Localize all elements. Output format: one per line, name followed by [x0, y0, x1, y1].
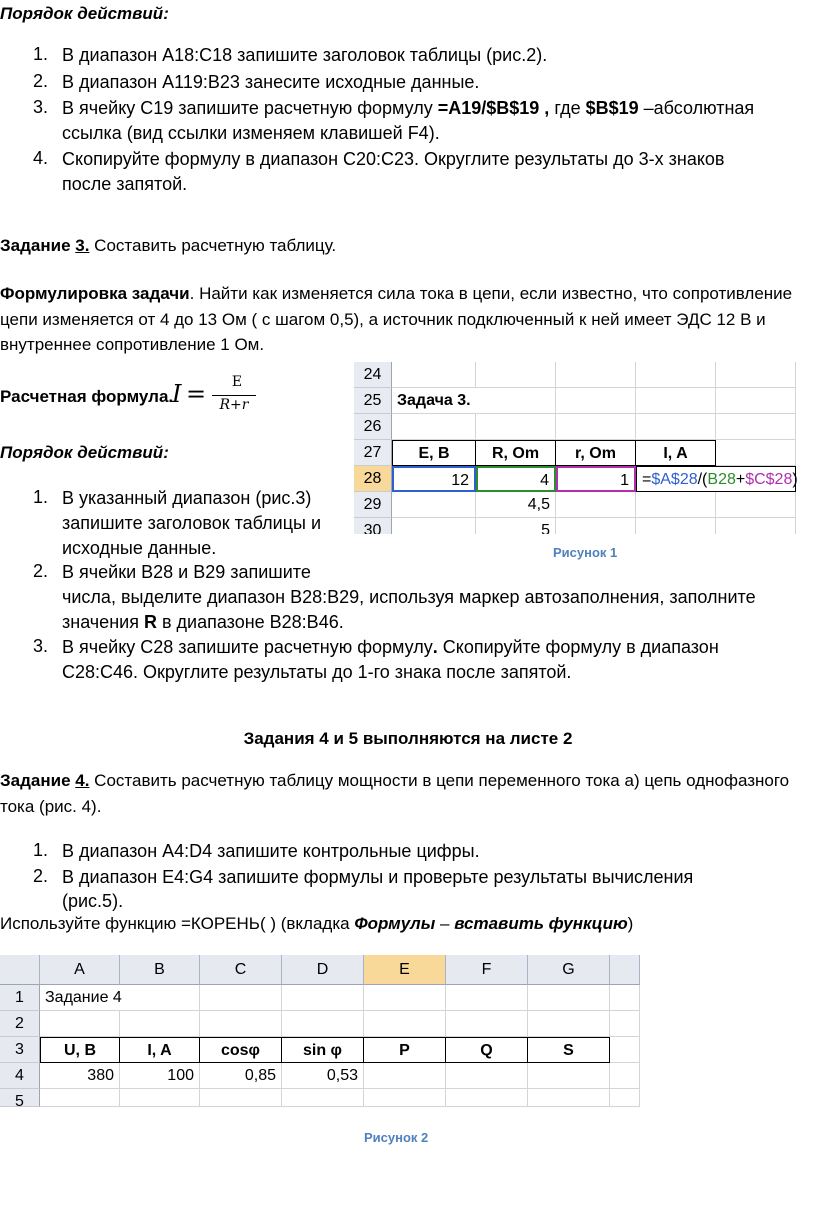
cell[interactable] — [120, 985, 200, 1011]
cell[interactable] — [716, 388, 796, 414]
cell-a28[interactable]: 12 — [392, 466, 476, 492]
cell[interactable] — [120, 1011, 200, 1037]
cell[interactable] — [392, 492, 476, 518]
cell[interactable] — [282, 1089, 364, 1107]
value-cell[interactable]: 100 — [120, 1063, 200, 1089]
absolute-ref: $B$19 — [585, 98, 639, 118]
cell[interactable] — [446, 985, 528, 1011]
cell[interactable] — [200, 1011, 282, 1037]
list-item-cont: исходные данные. — [62, 538, 217, 558]
sheet-row — [354, 388, 816, 414]
figure-caption-2: Рисунок 2 — [364, 1130, 429, 1145]
list-item-cont: значения R в диапазоне В28:В46. — [62, 612, 344, 632]
list-item: Скопируйте формулу в диапазон С20:С23. Округлите результаты до 3-х знаков — [62, 149, 725, 169]
list-number: 1. — [33, 44, 49, 64]
row-header[interactable]: 3 — [0, 1037, 40, 1063]
cell[interactable] — [610, 1063, 640, 1089]
header-cell[interactable]: sin φ — [282, 1037, 364, 1063]
cell[interactable] — [716, 492, 796, 518]
header-cell[interactable]: P — [364, 1037, 446, 1063]
cell[interactable] — [476, 362, 556, 388]
cell[interactable] — [446, 1011, 528, 1037]
cell[interactable] — [528, 1089, 610, 1107]
cell[interactable] — [636, 518, 716, 534]
cell[interactable] — [528, 1011, 610, 1037]
cell[interactable] — [392, 362, 476, 388]
formula-text: =A19/$B$19 , — [437, 98, 550, 118]
column-header[interactable]: E — [364, 955, 446, 985]
column-header[interactable]: F — [446, 955, 528, 985]
column-header[interactable]: A — [40, 955, 120, 985]
list-item: В диапазон А119:В23 занесите исходные данные. — [62, 72, 480, 92]
column-header[interactable] — [610, 955, 640, 985]
cell[interactable] — [636, 492, 716, 518]
cell[interactable] — [716, 440, 796, 466]
select-all-corner[interactable] — [0, 955, 40, 985]
row-header[interactable]: 25 — [354, 388, 392, 414]
list-item-cont: запишите заголовок таблицы и — [62, 513, 322, 533]
value-cell[interactable]: 380 — [40, 1063, 120, 1089]
header-cell[interactable]: I, A — [120, 1037, 200, 1063]
cell[interactable] — [392, 414, 476, 440]
list-item-cont: числа, выделите диапазон В28:В29, используя маркер автозаполнения, заполните — [62, 587, 756, 607]
list-number: 2. — [33, 71, 49, 91]
cell[interactable] — [528, 985, 610, 1011]
sheet-row — [354, 492, 816, 518]
row-header[interactable]: 24 — [354, 362, 392, 388]
list-number: 3. — [33, 636, 49, 656]
value-cell[interactable]: 0,85 — [200, 1063, 282, 1089]
cell[interactable] — [476, 414, 556, 440]
task-3: Задание 3. Составить расчетную таблицу. — [0, 236, 337, 255]
header-cell[interactable]: Q — [446, 1037, 528, 1063]
list-number: 1. — [33, 487, 49, 507]
row-header[interactable]: 5 — [0, 1089, 40, 1107]
header-cell[interactable]: cosφ — [200, 1037, 282, 1063]
list-item: В ячейку С19 запишите расчетную формулу =A19/$B$19 , где $B$19 –абсолютная — [62, 98, 755, 118]
cell[interactable] — [636, 414, 716, 440]
cell[interactable] — [556, 414, 636, 440]
spreadsheet-figure-2 — [0, 955, 640, 1110]
problem-line-3: внутреннее сопротивление 1 Ом. — [0, 335, 265, 354]
header-cell[interactable]: r, Om — [556, 440, 636, 466]
list-item: В ячейку С28 запишите расчетную формулу. Скопируйте формулу в диапазон — [62, 637, 719, 657]
cell[interactable] — [556, 388, 636, 414]
cell[interactable] — [446, 1089, 528, 1107]
cell[interactable] — [476, 388, 556, 414]
cell-b28[interactable]: 4 — [476, 466, 556, 492]
list-item-cont: ссылка (вид ссылки изменяем клавишей F4). — [62, 123, 440, 143]
list-item: В диапазон А4:D4 запишите контрольные цифры. — [62, 841, 480, 861]
cell-title[interactable]: Задача 3. — [392, 388, 476, 414]
row-header[interactable]: 27 — [354, 440, 392, 466]
list-item: В диапазон А18:С18 запишите заголовок таблицы (рис.2). — [62, 45, 548, 65]
header-cell[interactable]: I, A — [636, 440, 716, 466]
cell[interactable] — [610, 1037, 640, 1063]
header-cell[interactable]: R, Om — [476, 440, 556, 466]
cell[interactable] — [364, 1089, 446, 1107]
cell[interactable] — [364, 1063, 446, 1089]
header-cell[interactable]: E, B — [392, 440, 476, 466]
list-item-cont: после запятой. — [62, 174, 188, 194]
cell[interactable] — [364, 985, 446, 1011]
list-number: 3. — [33, 97, 49, 117]
sheet-row — [354, 362, 816, 388]
row-header[interactable]: 28 — [354, 466, 392, 492]
sheet-row — [354, 440, 816, 466]
column-header[interactable]: C — [200, 955, 282, 985]
cell[interactable] — [200, 1089, 282, 1107]
cell[interactable] — [556, 518, 636, 534]
task-4-cont: тока (рис. 4). — [0, 797, 102, 816]
heading-procedure: Порядок действий: — [0, 4, 169, 23]
formula-label: Расчетная формула. — [0, 387, 174, 406]
sheet-row — [354, 414, 816, 440]
hint-line: Используйте функцию =КОРЕНЬ( ) (вкладка Формулы – вставить функцию) — [0, 914, 634, 933]
spreadsheet-figure-1 — [354, 362, 816, 534]
cell-b30[interactable]: 5 — [476, 518, 556, 534]
cell[interactable] — [282, 985, 364, 1011]
cell-d28-formula[interactable]: =$A$28/(B28+$C$28) — [636, 466, 796, 492]
list-item: В указанный диапазон (рис.3) — [62, 488, 312, 508]
cell[interactable] — [364, 1011, 446, 1037]
row-header[interactable]: 29 — [354, 492, 392, 518]
cell[interactable] — [716, 518, 796, 534]
cell[interactable] — [556, 492, 636, 518]
list-number: 2. — [33, 866, 49, 886]
cell-b29[interactable]: 4,5 — [476, 492, 556, 518]
cell[interactable] — [40, 1011, 120, 1037]
figure-caption-1: Рисунок 1 — [553, 545, 618, 560]
cell[interactable] — [446, 1063, 528, 1089]
problem-line-1: Формулировка задачи. Найти как изменяется сила тока в цепи, если известно, что сопротивление — [0, 284, 793, 303]
row-header[interactable]: 1 — [0, 985, 40, 1011]
row-header[interactable]: 26 — [354, 414, 392, 440]
list-item: В ячейки В28 и В29 запишите — [62, 562, 311, 582]
cell[interactable] — [716, 414, 796, 440]
cell[interactable] — [610, 1011, 640, 1037]
list-number: 4. — [33, 148, 49, 168]
row-header[interactable]: 2 — [0, 1011, 40, 1037]
cell[interactable] — [716, 362, 796, 388]
column-header[interactable]: B — [120, 955, 200, 985]
formula-image: I = E R+r — [172, 372, 262, 418]
sheet-row — [354, 466, 816, 492]
fraction-bar — [212, 395, 256, 396]
cell[interactable] — [610, 1089, 640, 1107]
cell[interactable] — [528, 1063, 610, 1089]
cell[interactable] — [120, 1089, 200, 1107]
list-item-cont: С28:С46. Округлите результаты до 1-го знака после запятой. — [62, 662, 572, 682]
cell-c28[interactable]: 1 — [556, 466, 636, 492]
cell[interactable] — [636, 388, 716, 414]
row-header[interactable]: 30 — [354, 518, 392, 534]
cell[interactable] — [610, 985, 640, 1011]
cell[interactable] — [636, 362, 716, 388]
cell[interactable] — [556, 362, 636, 388]
problem-line-2: цепи изменяется от 4 до 13 Ом ( с шагом 0,5), а источник подключенный к ней имеет ЭДС 12 В и — [0, 310, 766, 329]
column-header[interactable]: G — [528, 955, 610, 985]
cell[interactable] — [282, 1011, 364, 1037]
list-number: 2. — [33, 561, 49, 581]
task-4: Задание 4. Составить расчетную таблицу мощности в цепи переменного тока а) цепь однофазного — [0, 771, 790, 790]
row-header[interactable]: 4 — [0, 1063, 40, 1089]
sheet-row — [354, 518, 816, 534]
cell[interactable] — [392, 518, 476, 534]
cell[interactable] — [40, 1089, 120, 1107]
column-header[interactable]: D — [282, 955, 364, 985]
list-number: 1. — [33, 840, 49, 860]
header-cell[interactable]: S — [528, 1037, 610, 1063]
center-heading: Задания 4 и 5 выполняются на листе 2 — [243, 729, 573, 748]
cell-a1-title[interactable]: Задание 4 — [40, 985, 120, 1011]
list-item: В диапазон Е4:G4 запишите формулы и проверьте результаты вычисления — [62, 867, 694, 887]
list-item-cont: (рис.5). — [62, 891, 124, 911]
heading-procedure-2: Порядок действий: — [0, 443, 169, 462]
cell[interactable] — [200, 985, 282, 1011]
header-cell[interactable]: U, B — [40, 1037, 120, 1063]
value-cell[interactable]: 0,53 — [282, 1063, 364, 1089]
